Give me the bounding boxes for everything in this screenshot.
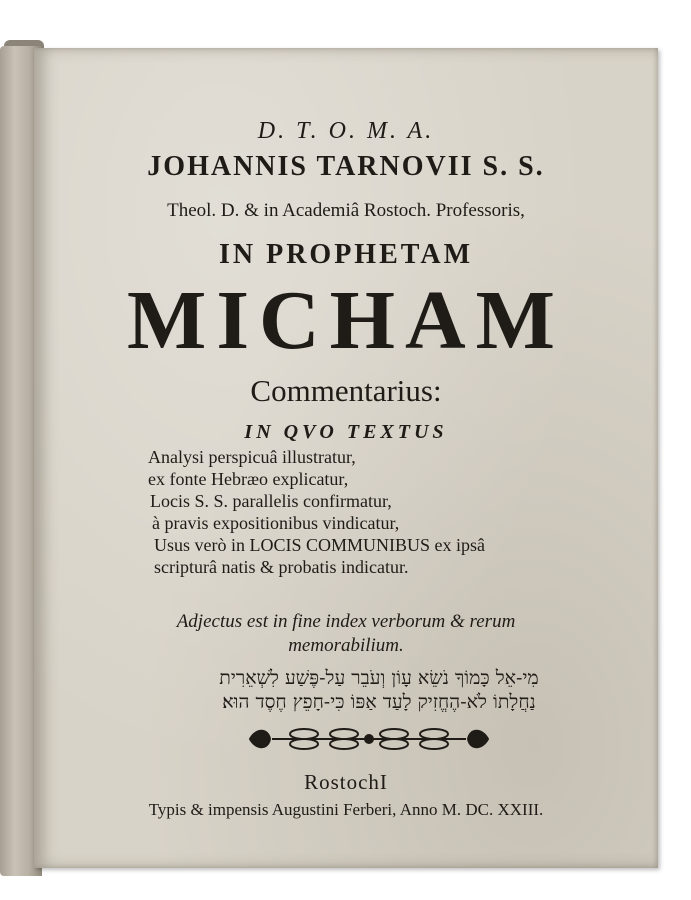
description-line: Analysi perspicuâ illustratur, bbox=[148, 447, 356, 467]
description-line: à pravis expositionibus vindicatur, bbox=[152, 513, 400, 533]
index-note-line-1: Adjectus est in fine index verborum & rerum bbox=[176, 611, 516, 632]
description-line: Locis S. S. parallelis confirmatur, bbox=[150, 491, 392, 511]
description-line: ex fonte Hebræo explicatur, bbox=[148, 469, 349, 489]
hebrew-line: נַחֲלָתוֹ לֹא-הֶחֱזִיק לָעַד אַפּוֹ כִּי-חָפֵץ חֶסֶד הוּא׃ bbox=[222, 691, 536, 713]
index-note-line-2: memorabilium. bbox=[288, 635, 404, 656]
in-prophetam-heading: IN PROPHETAM bbox=[218, 239, 474, 270]
title-page bbox=[34, 48, 658, 868]
description-line: scripturâ natis & probatis indicatur. bbox=[154, 557, 409, 577]
place-of-printing: RostochI bbox=[304, 770, 388, 794]
subtitle: Commentarius: bbox=[250, 373, 442, 408]
author-affiliation: Theol. D. & in Academiâ Rostoch. Professoris, bbox=[167, 200, 525, 221]
printers-ornament-icon bbox=[244, 724, 494, 754]
dedication: D. T. O. M. A. bbox=[257, 118, 435, 144]
main-title: MICHAM bbox=[127, 274, 565, 367]
in-quo-heading: IN QVO TEXTUS bbox=[244, 421, 448, 443]
description-block bbox=[146, 446, 606, 578]
hebrew-quotation bbox=[154, 666, 604, 714]
book bbox=[0, 18, 668, 870]
hebrew-line: מִי-אֵל כָּמוֹךָ נֹשֵׂא עָוֹן וְעֹבֵר עַל-פֶּשַׁע לִשְׁאֵרִית bbox=[219, 667, 539, 689]
author-name: JOHANNIS TARNOVII S. S. bbox=[147, 151, 545, 182]
description-line: Usus verò in LOCIS COMMUNIBUS ex ipsâ bbox=[154, 535, 486, 555]
imprint: Typis & impensis Augustini Ferberi, Anno M. DC. XXIII. bbox=[148, 800, 544, 819]
